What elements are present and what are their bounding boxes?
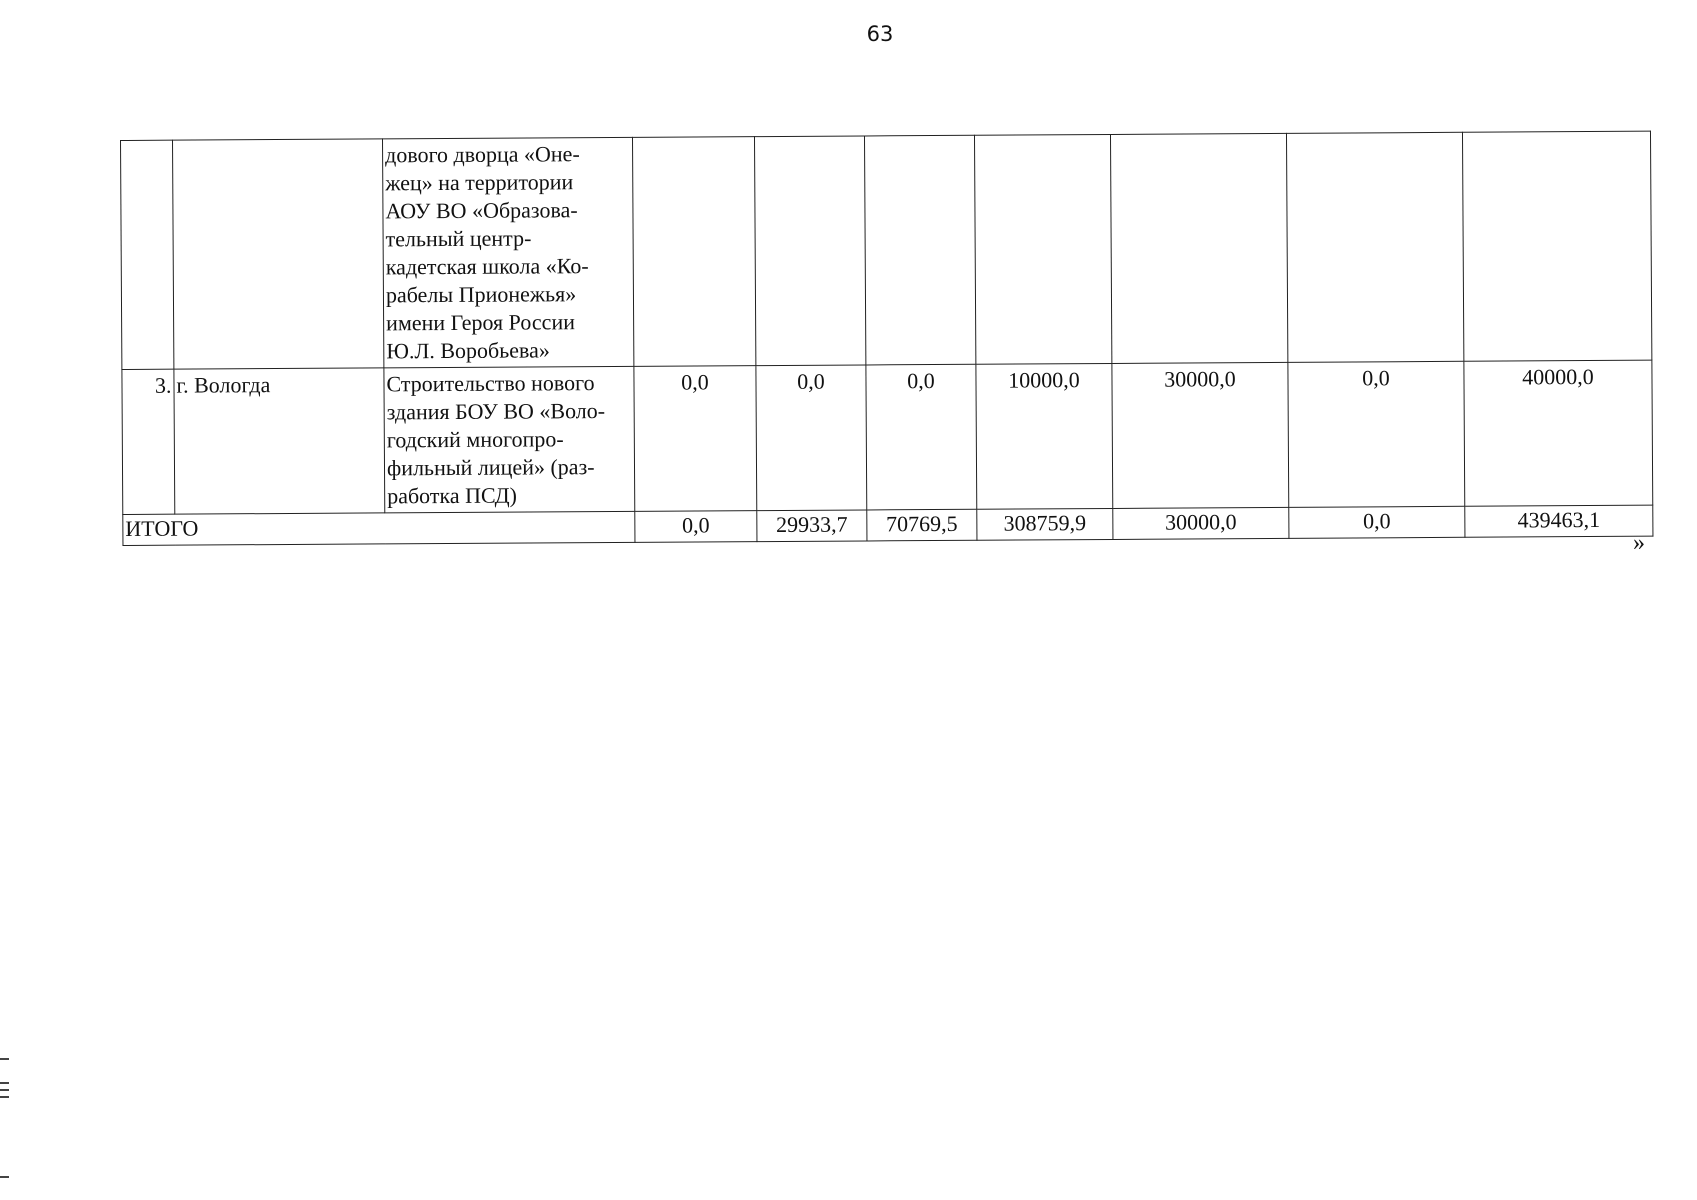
object-description: дового дворца «Оне- жец» на территории АОУ ВО «Образова- тельный центр- кадетская школа «Ко- рабелы Прионежья» имени Героя России Ю.Л. Воробьева» — [382, 137, 633, 368]
value-cell: 30000,0 — [1112, 362, 1289, 508]
total-value-cell: 0,0 — [1289, 506, 1465, 538]
municipality-cell — [173, 139, 384, 369]
total-value-cell: 0,0 — [635, 511, 757, 543]
municipality-cell: г. Вологда — [174, 368, 385, 514]
value-cell — [632, 137, 755, 367]
scan-margin-mark — [0, 1096, 9, 1098]
row-index — [121, 140, 174, 369]
total-value-cell: 439463,1 — [1465, 505, 1653, 537]
value-cell: 40000,0 — [1464, 360, 1653, 506]
value-cell — [1286, 132, 1463, 362]
total-value-cell: 70769,5 — [867, 509, 977, 541]
closing-quote: » — [1633, 530, 1645, 556]
value-cell — [1110, 133, 1287, 363]
total-value-cell: 308759,9 — [977, 508, 1113, 540]
funding-table — [120, 131, 1653, 546]
value-cell: 0,0 — [1288, 361, 1465, 507]
value-cell: 10000,0 — [976, 363, 1113, 509]
value-cell: 0,0 — [866, 364, 977, 510]
page-number: 63 — [866, 22, 894, 46]
total-value-cell: 29933,7 — [757, 510, 867, 542]
total-value-cell: 30000,0 — [1113, 507, 1289, 539]
value-cell — [1462, 131, 1651, 361]
value-cell — [754, 136, 865, 366]
total-label: ИТОГО — [123, 511, 635, 545]
value-cell: 0,0 — [634, 366, 757, 512]
object-description: Строительство нового здания БОУ ВО «Воло- годский многопро- фильный лицей» (раз- работка ПСД) — [384, 366, 635, 513]
value-cell: 0,0 — [756, 365, 867, 511]
scan-margin-mark — [0, 1058, 9, 1060]
scan-margin-mark — [0, 1082, 9, 1084]
table-row — [122, 360, 1653, 514]
value-cell — [864, 135, 975, 365]
value-cell — [974, 134, 1111, 364]
table-row — [121, 131, 1652, 369]
scan-margin-mark — [0, 1176, 9, 1178]
row-index: 3. — [122, 369, 175, 514]
scan-margin-mark — [0, 1089, 9, 1091]
